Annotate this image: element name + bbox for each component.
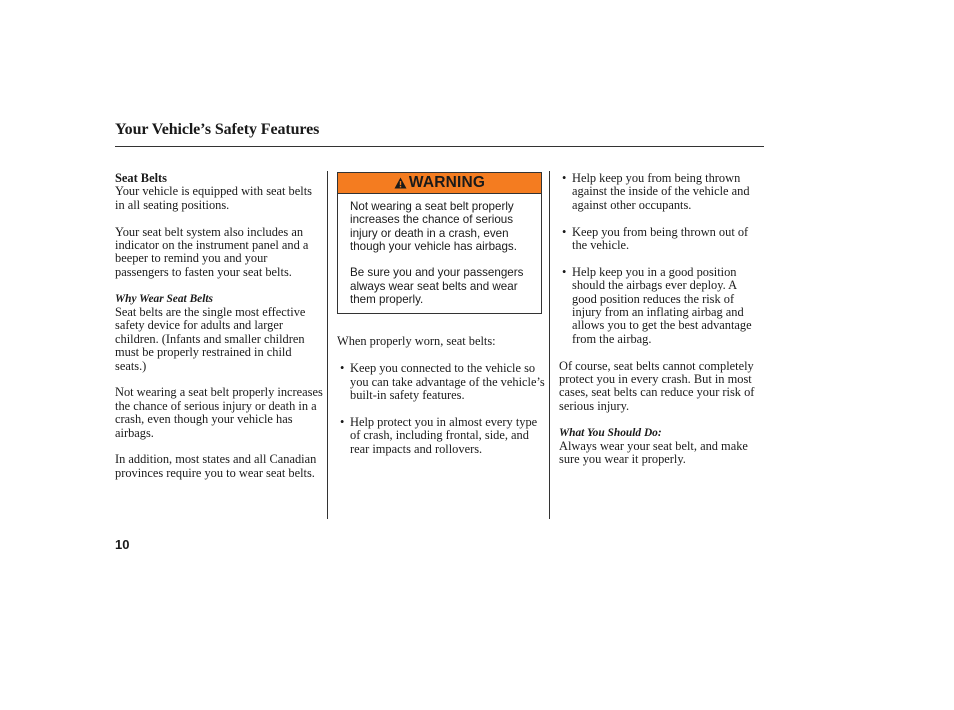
paragraph: Your vehicle is equipped with seat belts in all seating positions.	[115, 184, 312, 212]
page-title: Your Vehicle’s Safety Features	[115, 121, 320, 138]
paragraph: Seat belts are the single most effective safety device for adults and larger children. (Infants and smaller children must be properly restrained in child seats.)	[115, 305, 306, 373]
section-heading-seat-belts: Seat Belts	[115, 171, 167, 185]
what-to-do-section	[559, 427, 763, 467]
list-item: • Keep you from being thrown out of the vehicle.	[562, 224, 749, 253]
paragraph: Of course, seat belts cannot completely protect you in every crash. But in most cases, seat belts can reduce your risk of serious injury.	[559, 358, 755, 413]
why-wear-section	[115, 293, 323, 373]
paragraph: When properly worn, seat belts:	[337, 334, 496, 349]
warning-triangle-icon	[394, 177, 407, 190]
paragraph: Always wear your seat belt, and make sure you wear it properly.	[559, 439, 748, 467]
bullet-icon: •	[562, 171, 567, 185]
column-divider	[549, 171, 550, 519]
paragraph: Your seat belt system also includes an indicator on the instrument panel and a beeper to remind you and your passengers to fasten your seat belts.	[115, 224, 309, 279]
warning-text: Be sure you and your passengers always wear seat belts and wear them properly.	[350, 266, 524, 307]
warning-header	[338, 173, 541, 194]
column-1	[115, 172, 323, 494]
bullet-icon: •	[562, 224, 567, 239]
list-item: • Help keep you from being thrown against the inside of the vehicle and against other occupants.	[562, 171, 750, 212]
list-item: • Keep you connected to the vehicle so you can take advantage of the vehicle’s built-in safety features.	[340, 361, 545, 402]
warning-body	[338, 194, 541, 313]
warning-box	[337, 172, 542, 314]
list-item: • Help keep you in a good position should the airbags ever deploy. A good position reduces the risk of injury from an inflating airbag and allows you to get the best advantage from the airbag.	[562, 264, 752, 346]
bullet-icon: •	[562, 264, 567, 279]
list-item: • Help protect you in almost every type of crash, including frontal, side, and rear impacts and rollovers.	[340, 414, 538, 456]
column-divider	[327, 171, 328, 519]
warning-text: Not wearing a seat belt properly increases the chance of serious injury or death in a crash, even though your vehicle has airbags.	[350, 200, 517, 253]
seat-belts-section	[115, 172, 323, 212]
bullet-list	[337, 362, 545, 456]
bullet-icon: •	[340, 361, 345, 376]
bullet-icon: •	[340, 414, 345, 429]
paragraph: In addition, most states and all Canadian provinces require you to wear seat belts.	[115, 452, 317, 480]
title-divider	[115, 146, 764, 147]
page-number: 10	[115, 537, 130, 552]
column-3	[559, 172, 763, 480]
column-2	[337, 172, 545, 469]
subheading-why-wear-seat-belts: Why Wear Seat Belts	[115, 292, 213, 305]
subheading-what-you-should-do: What You Should Do:	[559, 426, 662, 439]
paragraph: Not wearing a seat belt properly increases the chance of serious injury or death in a crash, even though your vehicle has airbags.	[115, 385, 323, 440]
warning-label: WARNING	[408, 174, 486, 192]
bullet-list	[559, 172, 763, 346]
